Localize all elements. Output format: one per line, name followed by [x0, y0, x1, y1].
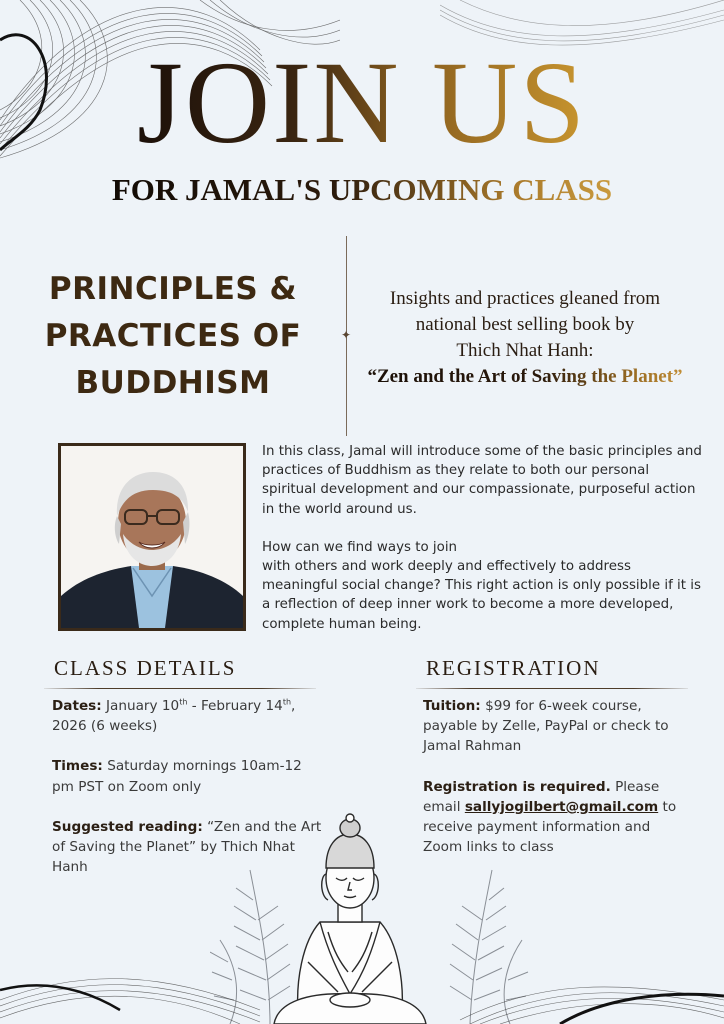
dates-mid: - February 14: [187, 698, 283, 714]
dates-end: , 2026 (6 weeks): [52, 698, 296, 735]
course-title-line: BUDDHISM: [75, 365, 271, 401]
course-title-line: PRINCIPLES &: [48, 271, 298, 307]
class-details-heading: CLASS DETAILS: [54, 656, 237, 680]
description-paragraph: [262, 538, 706, 634]
class-details-divider: [44, 688, 316, 689]
portrait-icon: [61, 446, 243, 628]
tuition-label: Tuition:: [423, 698, 481, 714]
divider-ornament-icon: ✦: [340, 328, 352, 342]
registration-required-label: Registration is required.: [423, 778, 611, 795]
description-line: How can we find ways to join: [262, 539, 458, 555]
tuition-detail: [423, 696, 693, 757]
dates-start: January 10: [106, 698, 180, 714]
reading-label: Suggested reading:: [52, 818, 203, 835]
registration-divider: [416, 688, 688, 689]
book-info: [352, 286, 698, 390]
course-title-line: PRACTICES OF: [44, 318, 302, 354]
email-link[interactable]: sallyjogilbert@gmail.com: [464, 798, 659, 815]
dates-label: Dates:: [52, 698, 102, 714]
instructor-photo: [58, 443, 246, 631]
registration-heading: REGISTRATION: [426, 656, 601, 680]
times-label: Times:: [52, 758, 103, 775]
book-info-line: Thich Nhat Hanh:: [456, 340, 594, 361]
book-info-line: Insights and practices gleaned from: [389, 288, 661, 309]
times-value: Saturday mornings 10am-12 pm PST on Zoom only: [52, 758, 302, 795]
course-title: [28, 266, 318, 407]
dates-end-sup: th: [282, 697, 292, 707]
book-info-line: national best selling book by: [415, 314, 635, 335]
registration-required-text-end: to receive payment information and Zoom links to class: [423, 798, 677, 856]
buddha-illustration-icon: [268, 812, 432, 1024]
book-title: “Zen and the Art of Saving the Planet”: [367, 366, 683, 387]
registration-required-detail: [423, 777, 693, 858]
description-text: with others and work deeply and effectively to address meaningful social change? This right action is only possible if it is a reflection of deep inner work to become a more developed, complete human being.: [262, 559, 701, 632]
description-paragraph: In this class, Jamal will introduce some of the basic principles and practices of Buddhism as they relate to both our personal spiritual development and our compassionate, purposeful action in the world around us.: [262, 444, 702, 517]
dates-detail: [52, 696, 322, 736]
dates-start-sup: th: [179, 697, 188, 707]
tuition-value: $99 for 6-week course, payable by Zelle, PayPal or check to Jamal Rahman: [423, 698, 669, 755]
registration-required-text: Please email: [423, 778, 660, 815]
page-title: JOIN US: [137, 37, 587, 168]
page-subtitle: FOR JAMAL'S UPCOMING CLASS: [111, 172, 613, 207]
class-description: [262, 442, 706, 653]
reading-value: “Zen and the Art of Saving the Planet” by Thich Nhat Hanh: [52, 818, 322, 876]
times-detail: [52, 756, 322, 796]
